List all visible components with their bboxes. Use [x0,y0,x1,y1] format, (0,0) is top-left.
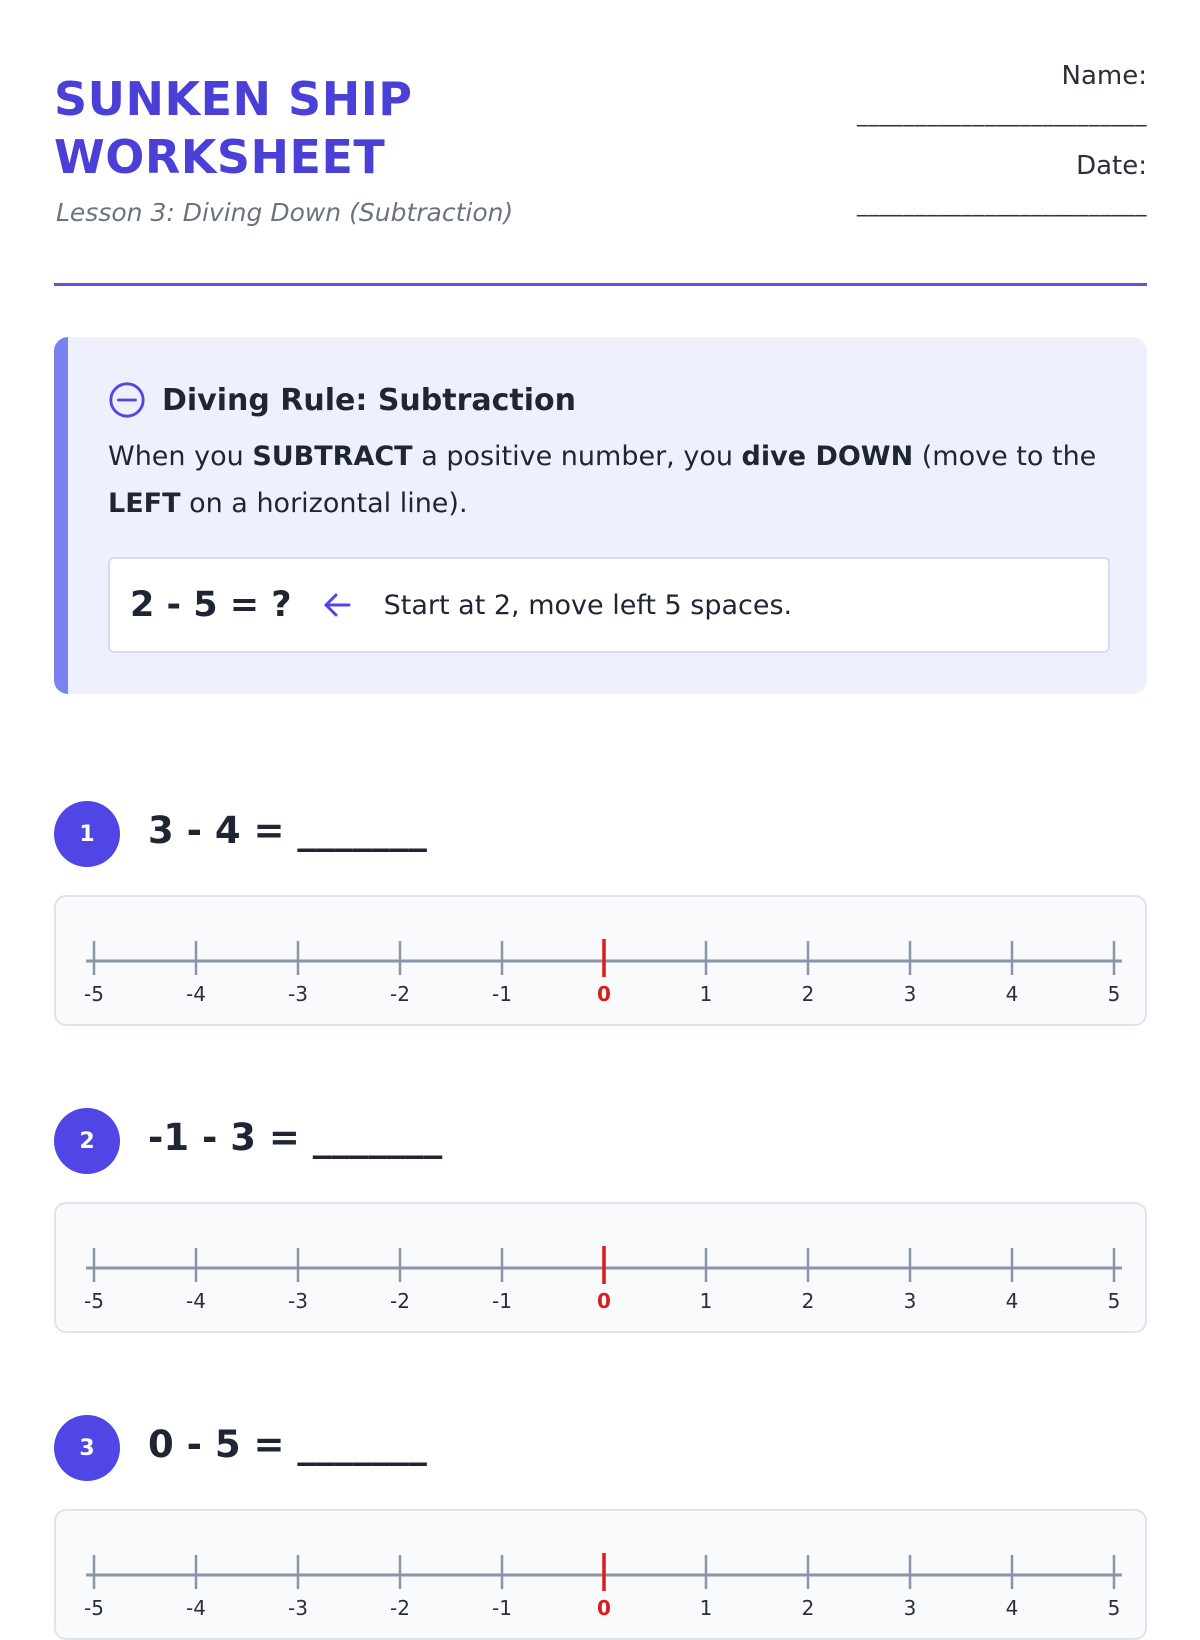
worksheet-page [54,0,1147,1620]
number-line-tick-label: 5 [1107,1289,1121,1313]
rule-text-bold: dive DOWN [741,441,914,472]
name-label: Name: [1061,61,1147,91]
number-line-tick-label: -4 [186,1289,206,1313]
rule-text-part: (move to the [913,441,1097,472]
number-line-tick-label: 3 [903,982,917,1006]
number-line-tick-label: 1 [699,982,713,1006]
number-line-tick-label: 1 [699,1596,713,1620]
problem-number-badge: 2 [54,1108,120,1174]
number-line[interactable] [56,897,1147,1026]
rule-header [108,381,576,419]
number-line-box [54,1509,1147,1640]
date-label: Date: [1076,151,1147,181]
number-line-tick-label: 4 [1005,982,1019,1006]
minus-circle-icon [108,381,146,419]
problem-equation[interactable]: 0 - 5 = _______ [148,1423,427,1466]
problem-2 [54,1108,1147,1313]
number-line-tick-label: -1 [492,1596,512,1620]
worksheet-header [54,0,1147,286]
number-line-tick-label: -1 [492,1289,512,1313]
number-line[interactable] [56,1204,1147,1333]
number-line-tick-label: 5 [1107,982,1121,1006]
problem-equation[interactable]: 3 - 4 = _______ [148,809,427,852]
number-line-tick-label: -2 [390,982,410,1006]
problem-3 [54,1415,1147,1620]
number-line-tick-label: 4 [1005,1289,1019,1313]
lesson-subtitle: Lesson 3: Diving Down (Subtraction) [56,198,514,227]
rule-text [108,433,1108,527]
title-line-2: WORKSHEET [54,130,386,184]
diving-rule-card [54,337,1147,694]
number-line-tick-label: -5 [84,982,104,1006]
number-line-tick-label: 0 [597,1596,611,1620]
example-equation: 2 - 5 = ? [130,585,292,625]
number-line-tick-label: -2 [390,1289,410,1313]
number-line[interactable] [56,1511,1147,1640]
number-line-tick-label: 2 [801,1289,815,1313]
rule-text-part: on a horizontal line). [180,488,468,519]
example-box [108,557,1110,653]
rule-title: Diving Rule: Subtraction [162,382,577,418]
number-line-tick-label: 4 [1005,1596,1019,1620]
number-line-tick-label: -4 [186,1596,206,1620]
problem-1 [54,801,1147,1006]
number-line-tick-label: -5 [84,1596,104,1620]
number-line-tick-label: 0 [597,982,611,1006]
arrow-left-icon [322,590,352,620]
problem-number-badge: 3 [54,1415,120,1481]
number-line-box [54,895,1147,1026]
number-line-tick-label: 1 [699,1289,713,1313]
problem-header [54,1415,1147,1481]
problem-header [54,801,1147,867]
number-line-tick-label: -3 [288,1289,308,1313]
number-line-tick-label: 0 [597,1289,611,1313]
number-line-tick-label: 3 [903,1596,917,1620]
rule-text-bold: LEFT [108,488,181,519]
rule-text-bold: SUBTRACT [252,441,413,472]
number-line-tick-label: -1 [492,982,512,1006]
rule-text-part: When you [108,441,253,472]
number-line-tick-label: -3 [288,1596,308,1620]
number-line-tick-label: -4 [186,982,206,1006]
example-text: Start at 2, move left 5 spaces. [383,589,793,621]
number-line-tick-label: 3 [903,1289,917,1313]
number-line-tick-label: 2 [801,1596,815,1620]
number-line-tick-label: -5 [84,1289,104,1313]
number-line-tick-label: -2 [390,1596,410,1620]
title-line-1: SUNKEN SHIP [54,72,413,126]
problem-equation[interactable]: -1 - 3 = _______ [148,1116,443,1159]
problem-header [54,1108,1147,1174]
name-field[interactable]: _________________________ [857,102,1147,127]
number-line-tick-label: -3 [288,982,308,1006]
rule-text-part: a positive number, you [412,441,742,472]
number-line-tick-label: 2 [801,982,815,1006]
worksheet-title [54,70,413,186]
name-date-block [727,58,1147,220]
number-line-tick-label: 5 [1107,1596,1121,1620]
problem-number-badge: 1 [54,801,120,867]
number-line-box [54,1202,1147,1333]
date-field[interactable]: _________________________ [857,192,1147,217]
